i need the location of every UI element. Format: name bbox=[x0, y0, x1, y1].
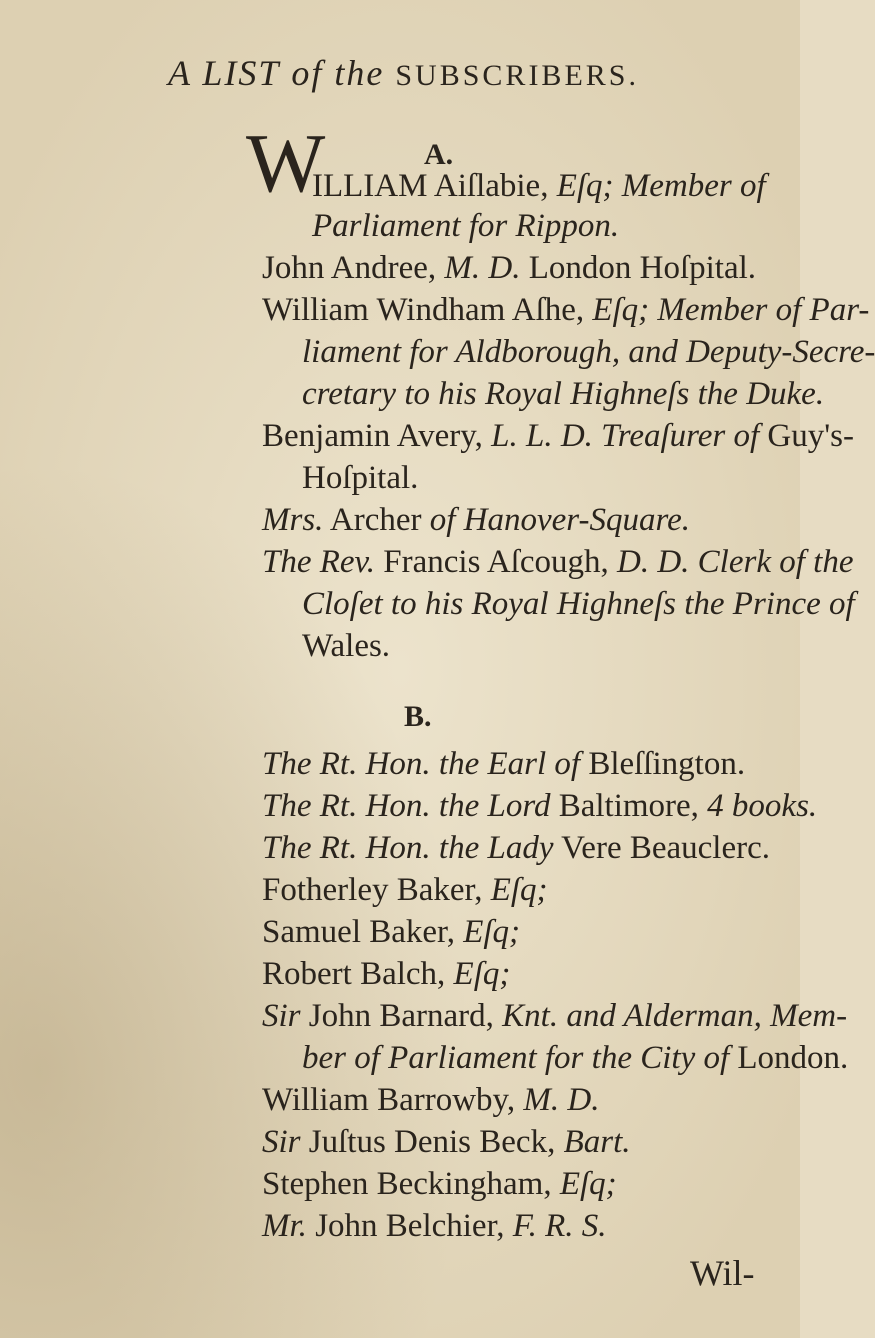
entry-ascough-line1 bbox=[262, 544, 853, 581]
entry-andree bbox=[262, 250, 756, 287]
entry-text-italic: ber of Parliament for the City of bbox=[302, 1040, 730, 1076]
entry-text: Vere Beauclerc. bbox=[553, 830, 770, 866]
entry-ascough-line2: Cloſet to his Royal Highneſs the Prince of bbox=[302, 586, 855, 622]
entry-text-italic: Knt. and Alderman, Mem- bbox=[502, 998, 848, 1034]
entry-text: London Hoſpital. bbox=[520, 250, 757, 286]
entry-text-italic: D. D. Clerk of the bbox=[617, 544, 854, 580]
entry-text-italic: Eſq; Member of Par- bbox=[592, 292, 870, 328]
entry-text: John Barnard, bbox=[300, 998, 503, 1034]
entry-text-italic: Mr. bbox=[262, 1208, 307, 1244]
entry-baltimore bbox=[262, 788, 817, 825]
entry-text-italic: The Rt. Hon. the Lord bbox=[262, 788, 551, 824]
entry-barnard-line2 bbox=[302, 1040, 848, 1077]
running-head-subscribers: SUBSCRIBERS. bbox=[395, 59, 639, 92]
running-head-the: the bbox=[334, 53, 385, 93]
entry-barrowby bbox=[262, 1082, 599, 1119]
entry-text-italic: The Rev. bbox=[262, 544, 376, 580]
entry-text-italic: Mrs. bbox=[262, 502, 324, 538]
entry-text: Bleſſington. bbox=[580, 746, 746, 782]
entry-text: ILLIAM Aiſlabie, bbox=[312, 168, 557, 204]
entry-ascough-line3: Wales. bbox=[302, 628, 391, 664]
entry-text: Robert Balch, bbox=[262, 956, 454, 992]
running-head bbox=[168, 52, 688, 94]
entry-aislabie-line2: Parliament for Rippon. bbox=[312, 208, 620, 244]
entry-fotherley-baker bbox=[262, 872, 548, 909]
entry-text-italic: Sir bbox=[262, 998, 301, 1034]
entry-blessington bbox=[262, 746, 745, 783]
entry-text: Fotherley Baker, bbox=[262, 872, 491, 908]
entry-beauclerc bbox=[262, 830, 770, 867]
entry-text-italic: Eſq; bbox=[453, 956, 511, 992]
entry-text-italic: Eſq; bbox=[490, 872, 548, 908]
entry-text-italic: M. D. bbox=[523, 1082, 600, 1118]
entry-text: John Belchier, bbox=[306, 1208, 513, 1244]
entry-belchier bbox=[262, 1208, 607, 1245]
entry-text-italic: The Rt. Hon. the Lady bbox=[262, 830, 554, 866]
entry-text-italic: 4 books. bbox=[707, 788, 818, 824]
entry-balch bbox=[262, 956, 510, 993]
entry-text-italic: Eſq; Member of bbox=[556, 168, 766, 204]
running-head-of: of bbox=[291, 53, 324, 93]
entry-beckingham bbox=[262, 1166, 617, 1203]
catchword: Wil- bbox=[690, 1253, 755, 1293]
entry-samuel-baker bbox=[262, 914, 520, 951]
entry-text-italic: Eſq; bbox=[463, 914, 521, 950]
drop-cap: W bbox=[246, 117, 326, 210]
entry-text-italic: The Rt. Hon. the Earl of bbox=[262, 746, 581, 782]
entry-aislabie-line1 bbox=[312, 168, 766, 205]
entry-text: William Barrowby, bbox=[262, 1082, 524, 1118]
entry-text-italic: F. R. S. bbox=[512, 1208, 607, 1244]
entry-beck bbox=[262, 1124, 631, 1161]
entry-ashe-line2: liament for Aldborough, and Deputy-Secre- bbox=[302, 334, 875, 370]
section-b-heading: B. bbox=[404, 700, 432, 733]
entry-text-italic: of Hanover-Square. bbox=[429, 502, 690, 538]
section-a-heading: A. bbox=[424, 138, 454, 171]
entry-ashe-line1 bbox=[262, 292, 869, 329]
entry-barnard-line1 bbox=[262, 998, 847, 1035]
entry-text: Benjamin Avery, bbox=[262, 418, 492, 454]
entry-text: Samuel Baker, bbox=[262, 914, 464, 950]
entry-text: Archer bbox=[323, 502, 430, 538]
entry-text: John Andree, bbox=[262, 250, 445, 286]
entry-text: Juſtus Denis Beck, bbox=[300, 1124, 564, 1160]
entry-text-italic: Eſq; bbox=[559, 1166, 617, 1202]
entry-text: Baltimore, bbox=[550, 788, 708, 824]
entry-text-italic: L. L. D. Treaſurer of bbox=[491, 418, 760, 454]
running-head-a-list: A LIST bbox=[168, 53, 281, 93]
entry-text: London. bbox=[729, 1040, 849, 1076]
entry-text: Guy's- bbox=[759, 418, 855, 454]
entry-avery-line2: Hoſpital. bbox=[302, 460, 419, 496]
entry-text-italic: M. D. bbox=[444, 250, 521, 286]
entry-text-italic: Bart. bbox=[563, 1124, 631, 1160]
entry-ashe-line3: cretary to his Royal Highneſs the Duke. bbox=[302, 376, 825, 412]
entry-text: Francis Aſcough, bbox=[375, 544, 617, 580]
entry-text: William Windham Aſhe, bbox=[262, 292, 593, 328]
entry-text-italic: Sir bbox=[262, 1124, 301, 1160]
entry-text: Stephen Beckingham, bbox=[262, 1166, 560, 1202]
entry-archer bbox=[262, 502, 690, 539]
entry-avery-line1 bbox=[262, 418, 854, 455]
